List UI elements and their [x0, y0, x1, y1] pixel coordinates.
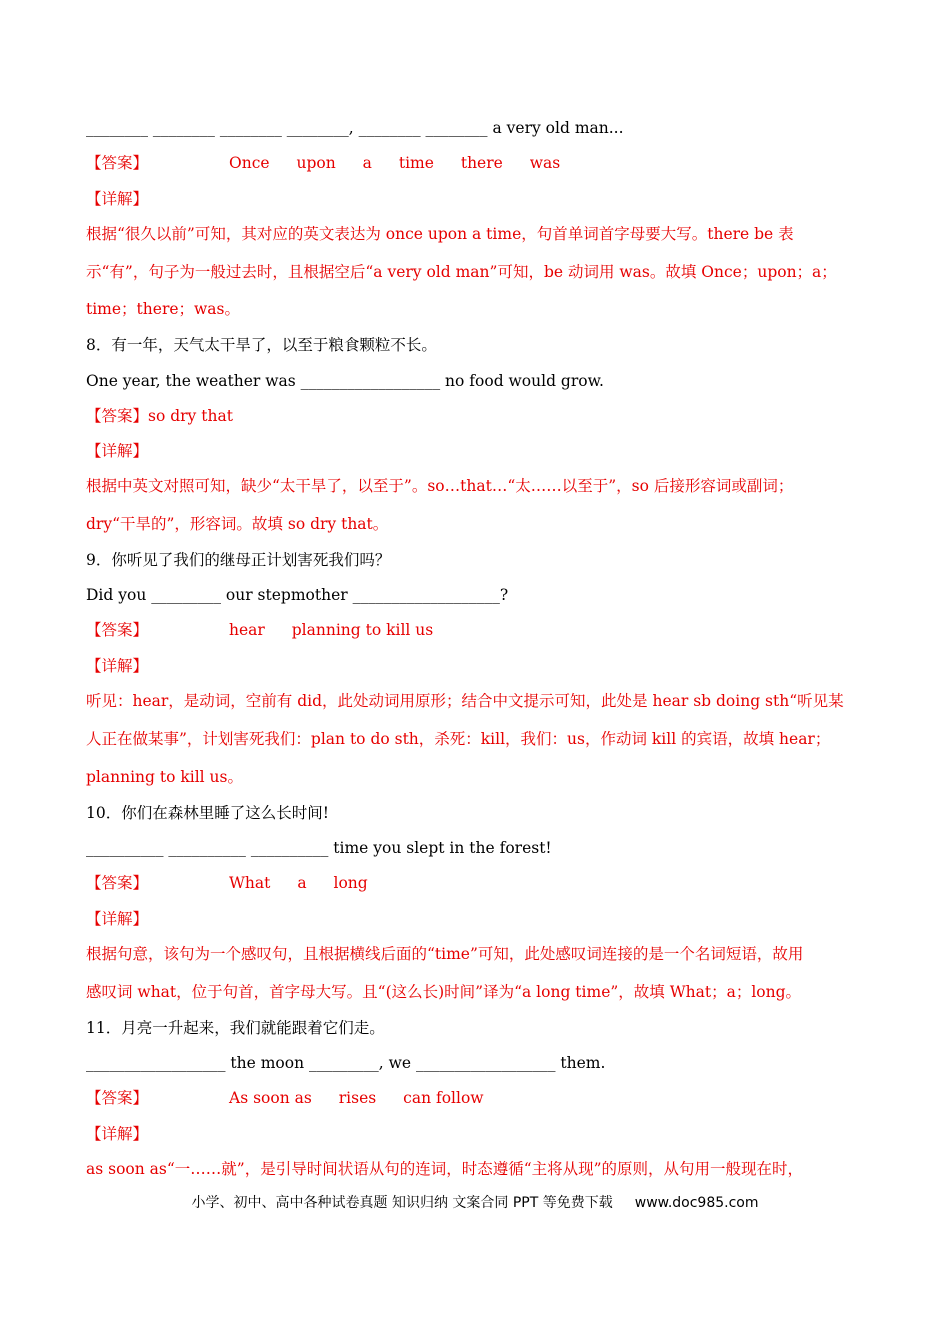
- explanation-line: 示“有”，句子为一般过去时，且根据空后“a very old man”可知，be 动词用 was。故填 Once；upon；a；: [86, 263, 837, 281]
- q8-answer-row: [86, 406, 233, 426]
- explanation-line: 听见：hear，是动词，空前有 did，此处动词用原形；结合中文提示可知，此处是 hear sb doing sth“听见某: [86, 692, 844, 710]
- explanation-line: 根据中英文对照可知，缺少“太干旱了，以至于”。so…that…“太……以至于”，so 后接形容词或副词；: [86, 477, 794, 495]
- answer-word: so dry that: [148, 407, 233, 425]
- q8-english-sentence: One year, the weather was __________________ no food would grow.: [86, 372, 604, 390]
- detail-tag: 【详解】: [86, 190, 149, 208]
- detail-tag: 【详解】: [86, 1125, 149, 1143]
- q9-chinese-prompt: 9．你听见了我们的继母正计划害死我们吗？: [86, 551, 391, 569]
- answer-tag: 【答案】: [86, 154, 149, 172]
- q10-english-sentence: __________ __________ __________ time you slept in the forest!: [86, 839, 552, 857]
- q10-answer-row: [86, 873, 368, 893]
- explanation-line: as soon as“一……就”，是引导时间状语从句的连词，时态遵循“主将从现”的原则，从句用一般现在时，: [86, 1160, 804, 1178]
- answer-word: a: [362, 154, 372, 172]
- explanation-line: 根据句意，该句为一个感叹句，且根据横线后面的“time”可知，此处感叹词连接的是一个名词短语，故用: [86, 945, 804, 963]
- explanation-line: dry“干旱的”，形容词。故填 so dry that。: [86, 515, 389, 533]
- q11-answers: [229, 1088, 506, 1108]
- footer-text: 小学、初中、高中各种试卷真题 知识归纳 文案合同 PPT 等免费下载: [191, 1195, 613, 1211]
- explanation-line: time；there；was。: [86, 300, 240, 318]
- answer-word: What: [229, 874, 271, 892]
- q8-chinese-prompt: 8．有一年，天气太干旱了，以至于粮食颗粒不长。: [86, 336, 437, 354]
- answer-word: hear: [229, 621, 265, 639]
- answer-tag: 【答案】: [86, 1089, 149, 1107]
- q11-answer-row: [86, 1088, 484, 1108]
- q11-english-sentence: __________________ the moon _________, we __________________ them.: [86, 1054, 606, 1072]
- explanation-line: 人正在做某事”，计划害死我们：plan to do sth，杀死：kill，我们：us，作动词 kill 的宾语，故填 hear；: [86, 730, 831, 748]
- q7-answer-row: [86, 153, 561, 173]
- q7-english-sentence: ________ ________ ________ ________, ________ ________ a very old man...: [86, 119, 624, 137]
- explanation-line: planning to kill us。: [86, 768, 243, 786]
- q9-answer-row: [86, 620, 434, 640]
- detail-tag: 【详解】: [86, 442, 149, 460]
- detail-tag: 【详解】: [86, 657, 149, 675]
- answer-word: planning to kill us: [291, 621, 434, 639]
- answer-tag: 【答案】: [86, 407, 149, 425]
- answer-tag: 【答案】: [86, 621, 149, 639]
- page-footer: [0, 1192, 950, 1212]
- explanation-line: 根据“很久以前”可知，其对应的英文表达为 once upon a time，句首单词首字母要大写。there be 表: [86, 225, 794, 243]
- answer-word: there: [460, 154, 503, 172]
- answer-word: upon: [296, 154, 336, 172]
- answer-word: rises: [338, 1089, 377, 1107]
- answer-word: Once: [229, 154, 270, 172]
- q9-answers: [229, 620, 455, 640]
- footer-url[interactable]: www.doc985.com: [634, 1195, 759, 1211]
- q7-answers: [229, 153, 582, 173]
- explanation-line: 感叹词 what，位于句首，首字母大写。且“(这么长)时间”译为“a long time”，故填 What；a；long。: [86, 983, 802, 1001]
- answer-word: can follow: [403, 1089, 484, 1107]
- detail-tag: 【详解】: [86, 910, 149, 928]
- answer-word: time: [398, 154, 434, 172]
- answer-word: was: [529, 154, 561, 172]
- answer-word: long: [333, 874, 368, 892]
- answer-word: As soon as: [229, 1089, 312, 1107]
- answer-tag: 【答案】: [86, 874, 149, 892]
- q9-english-sentence: Did you _________ our stepmother ___________________?: [86, 586, 509, 604]
- q11-chinese-prompt: 11．月亮一升起来，我们就能跟着它们走。: [86, 1019, 385, 1037]
- q10-answers: [229, 873, 390, 893]
- q10-chinese-prompt: 10．你们在森林里睡了这么长时间!: [86, 804, 329, 822]
- answer-word: a: [297, 874, 307, 892]
